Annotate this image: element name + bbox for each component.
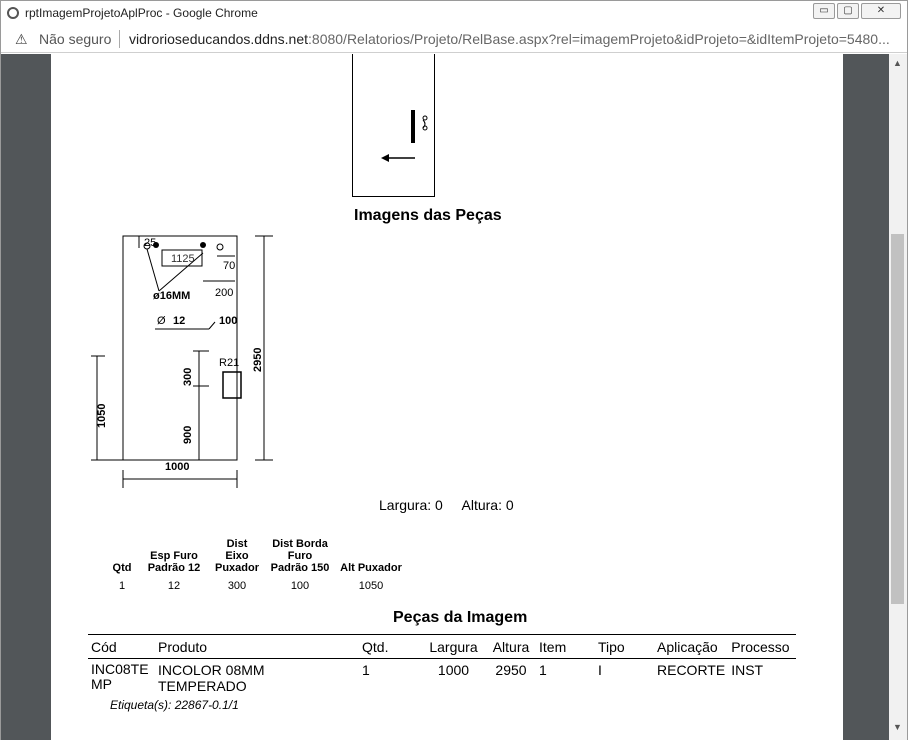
- dimensions-text: Largura: 0 Altura: 0: [379, 497, 514, 513]
- address-bar[interactable]: [1, 25, 907, 53]
- hole-mark-1: [423, 116, 427, 120]
- piece-item: 1: [539, 662, 547, 678]
- images-heading: Imagens das Peças: [354, 207, 502, 224]
- params-header-row: [105, 538, 407, 576]
- dim-70: 70: [223, 260, 236, 272]
- dim-1050: 1050: [96, 403, 108, 428]
- params-header: Dist Eixo Puxador: [214, 538, 259, 574]
- pieces-header: Aplicação: [654, 635, 728, 659]
- dim-900: 900: [182, 425, 194, 444]
- close-button[interactable]: ✕: [861, 3, 901, 19]
- pieces-header-row: [88, 635, 796, 659]
- url-text[interactable]: [129, 31, 890, 47]
- report-page: [51, 54, 843, 740]
- url-host: vidrorioseducandos.ddns.net: [129, 31, 309, 47]
- dim-1000: 1000: [165, 461, 190, 473]
- url-path: :8080/Relatorios/Projeto/RelBase.aspx?rel=imagemProjeto&idProjeto=&idItemProjeto=5480...: [308, 31, 890, 47]
- piece-height: 2950: [495, 662, 527, 678]
- table-row: [88, 659, 796, 698]
- title-bar: [1, 1, 907, 25]
- labels-text: Etiqueta(s): 22867-0.1/1: [110, 698, 239, 712]
- glass-outline: [123, 236, 240, 460]
- dim-300: 300: [182, 367, 194, 386]
- piece-type: I: [598, 662, 602, 678]
- address-divider: [119, 30, 120, 48]
- dim-2950: 2950: [252, 347, 264, 372]
- scroll-down-icon[interactable]: ▼: [893, 722, 902, 732]
- scroll-up-icon[interactable]: ▲: [893, 58, 902, 68]
- report-viewport: [1, 54, 889, 740]
- warning-icon[interactable]: ⚠: [15, 31, 28, 47]
- pieces-header: Altura: [486, 635, 536, 659]
- dim-16mm: ø16MM: [153, 290, 191, 302]
- params-value: 300: [227, 580, 247, 592]
- params-table: [105, 538, 407, 596]
- pieces-header: Processo: [728, 635, 796, 659]
- pieces-header: Qtd.: [359, 635, 421, 659]
- pieces-header: Cód: [88, 635, 155, 659]
- piece-process: INST: [731, 662, 764, 678]
- hole-right: [217, 244, 223, 250]
- vertical-scrollbar[interactable]: [889, 54, 907, 740]
- project-drawing-svg: [353, 54, 436, 197]
- params-value: 1: [118, 580, 126, 592]
- label-r21: R21: [219, 357, 240, 369]
- piece-product: INCOLOR 08MM TEMPERADO: [158, 662, 265, 694]
- params-header: Qtd: [112, 562, 132, 574]
- piece-application: RECORTE: [657, 662, 726, 678]
- project-drawing: [352, 54, 435, 197]
- minimize-button[interactable]: ▭: [813, 3, 835, 19]
- dim-1125: 1125: [171, 253, 195, 265]
- dim-100: 100: [219, 315, 238, 327]
- dim-line: [209, 322, 215, 329]
- window-title: rptImagemProjetoAplProc - Google Chrome: [25, 6, 258, 20]
- params-value-row: [105, 576, 407, 596]
- params-header: Esp Furo Padrão 12: [147, 550, 201, 574]
- dim-12-prefix: Ø: [157, 315, 166, 327]
- pieces-table: [88, 634, 796, 697]
- piece-code: INC08TE MP: [91, 661, 149, 692]
- params-value: 100: [290, 580, 310, 592]
- pieces-heading: Peças da Imagem: [393, 609, 528, 626]
- pieces-header: Largura: [421, 635, 486, 659]
- piece-width: 1000: [437, 662, 470, 678]
- maximize-button[interactable]: ▢: [837, 3, 859, 19]
- pieces-header: Item: [536, 635, 595, 659]
- scrollbar-thumb[interactable]: [891, 234, 904, 604]
- dim-12: 12: [173, 315, 186, 327]
- hole-filled-right: [200, 242, 206, 248]
- dim-25: 25: [144, 237, 157, 249]
- arrow-left-icon: [381, 154, 389, 162]
- params-header: Dist Borda Furo Padrão 150: [270, 538, 330, 574]
- handle-rect: [223, 372, 241, 398]
- piece-qty: 1: [362, 662, 370, 678]
- leader-line: [147, 249, 159, 291]
- piece-drawing: [83, 226, 283, 496]
- params-value: 12: [167, 580, 181, 592]
- dim-200: 200: [215, 287, 234, 299]
- security-label[interactable]: Não seguro: [39, 31, 112, 47]
- pieces-header: Produto: [155, 635, 359, 659]
- chrome-icon: [7, 7, 19, 19]
- pieces-header: Tipo: [595, 635, 654, 659]
- params-value: 1050: [358, 580, 384, 592]
- params-header: Alt Puxador: [340, 562, 402, 574]
